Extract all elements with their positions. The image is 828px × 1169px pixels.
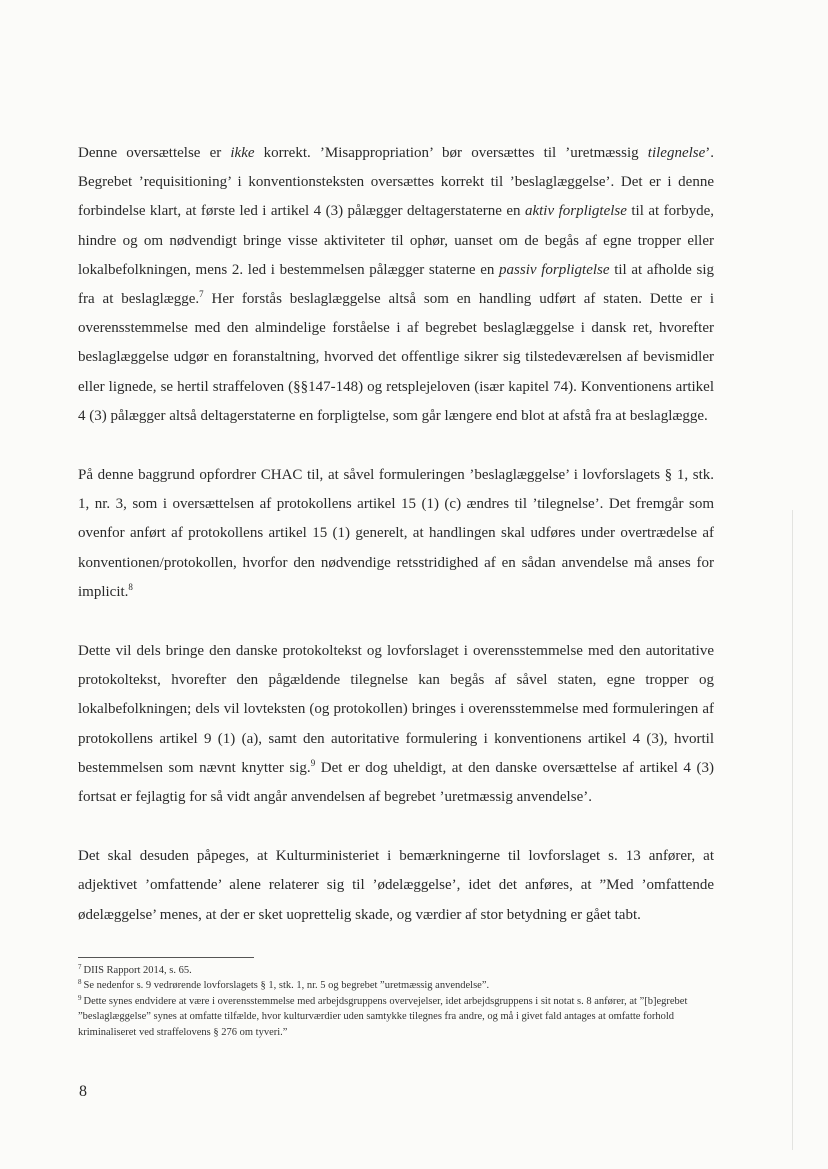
emphasis-text: tilegnelse bbox=[647, 145, 706, 161]
emphasis-text: aktiv forpligtelse bbox=[524, 203, 627, 220]
text-run: til at afholde sig fra at beslaglægge. bbox=[78, 261, 714, 308]
footnote-number: 7 bbox=[78, 963, 82, 971]
footnotes bbox=[78, 963, 718, 1040]
footnote-7 bbox=[78, 963, 718, 978]
text-run: Denne oversættelse er bbox=[78, 145, 231, 161]
text-run: ’. Begrebet ’requisitioning’ i konventionsteksten oversættes korrekt til ’beslaglæggelse’. Det er i denne forbindelse klart, at første led i artikel 4 (3) pålægger deltagerstaterne en bbox=[78, 145, 715, 220]
body-text bbox=[78, 139, 714, 930]
paragraph-4 bbox=[78, 842, 714, 930]
paragraph-2 bbox=[78, 461, 714, 607]
footnote-number: 9 bbox=[78, 993, 82, 1002]
emphasis-text: ikke bbox=[230, 145, 255, 161]
footnote-text: Dette synes endvidere at være i overensstemmelse med arbejdsgruppens overvejelser, idet arbejdsgruppens i sit notat s. 8 anfører, at ”[b]egrebet ”beslaglæggelse” synes at omfatte tilfælde, hvor kulturværdier uden samtykke tilegnes fra andre, og må i givet fald antages at omfatte forhold kriminaliseret ved straffelovens § 276 om tyveri.” bbox=[78, 995, 688, 1038]
text-run: til at forbyde, hindre og om nødvendigt bringe visse aktiviteter til ophør, uanset om de begås af egne tropper eller lokalbefolkningen, mens 2. led i bestemmelsen pålægger staterne en bbox=[78, 203, 714, 278]
paragraph-3 bbox=[78, 637, 714, 812]
footnote-ref: 9 bbox=[310, 757, 316, 768]
footnote-text: Se nedenfor s. 9 vedrørende lovforslagets § 1, stk. 1, nr. 5 og begrebet ”uretmæssig anvendelse”. bbox=[83, 980, 490, 992]
text-run: Det er dog uheldigt, at den danske oversættelse af artikel 4 (3) fortsat er fejlagtig for så vidt angår anvendelsen af begrebet ’uretmæssig anvendelse’. bbox=[78, 759, 714, 806]
scan-edge-line bbox=[792, 510, 793, 1150]
footnote-8 bbox=[78, 978, 718, 993]
emphasis-text: passiv forpligtelse bbox=[499, 261, 610, 278]
text-run: Dette vil dels bringe den danske protokoltekst og lovforslaget i overensstemmelse med den autoritative protokoltekst, hvorefter den pågældende tilegnelse kan begås af såvel staten, egne tropper og lokalbefolkningen; dels vil lovteksten (og protokollen) bringes i overensstemmelse med formuleringen af protokollens artikel 9 (1) (a), samt den autoritative formulering i konventionens artikel 4 (3), hvortil bestemmelsen som nævnt knytter sig. bbox=[78, 643, 714, 776]
footnote-separator bbox=[78, 957, 254, 958]
footnote-text: DIIS Rapport 2014, s. 65. bbox=[83, 965, 192, 976]
footnote-ref: 7 bbox=[199, 289, 204, 300]
footnote-number: 8 bbox=[78, 978, 82, 987]
text-run: korrekt. ’Misappropriation’ bør oversættes til ’uretmæssig bbox=[254, 145, 648, 161]
footnote-9 bbox=[78, 994, 718, 1040]
paragraph-1 bbox=[78, 139, 714, 431]
text-run: Det skal desuden påpeges, at Kulturministeriet i bemærkningerne til lovforslaget s. 13 anfører, at adjektivet ’omfattende’ alene relaterer sig til ’ødelæggelse’, idet det anføres, at ”Med ’omfattende ødelæggelse’ menes, at der er sket uoprettelig skade, og værdier af stor betydning er gået tabt. bbox=[78, 848, 714, 923]
page-number: 8 bbox=[79, 1083, 87, 1100]
text-run: På denne baggrund opfordrer CHAC til, at såvel formuleringen ’beslaglæggelse’ i lovforslagets § 1, stk. 1, nr. 3, som i oversættelsen af protokollens artikel 15 (1) (c) ændres til ’tilegnelse’. Det fremgår som ovenfor anført af protokollens artikel 15 (1) generelt, at handlingen skal udføres under overtrædelse af konventionen/protokollen, hvorfor den nødvendige retsstridighed af en sådan anvendelse må anses for implicit. bbox=[78, 467, 714, 600]
text-run: Her forstås beslaglæggelse altså som en handling udført af staten. Dette er i overensstemmelse med den almindelige forståelse i af begrebet beslaglæggelse i dansk ret, hvorefter beslaglæggelse udgør en foranstaltning, hvorved det offentlige sikrer sig tilstedeværelsen af bevismidler eller lignede, se hertil straffeloven (§§147-148) og retsplejeloven (især kapitel 74). Konventionens artikel 4 (3) pålægger altså deltagerstaterne en forpligtelse, som går længere end blot at afstå fra at beslaglægge. bbox=[78, 291, 714, 424]
footnote-ref: 8 bbox=[128, 581, 133, 592]
